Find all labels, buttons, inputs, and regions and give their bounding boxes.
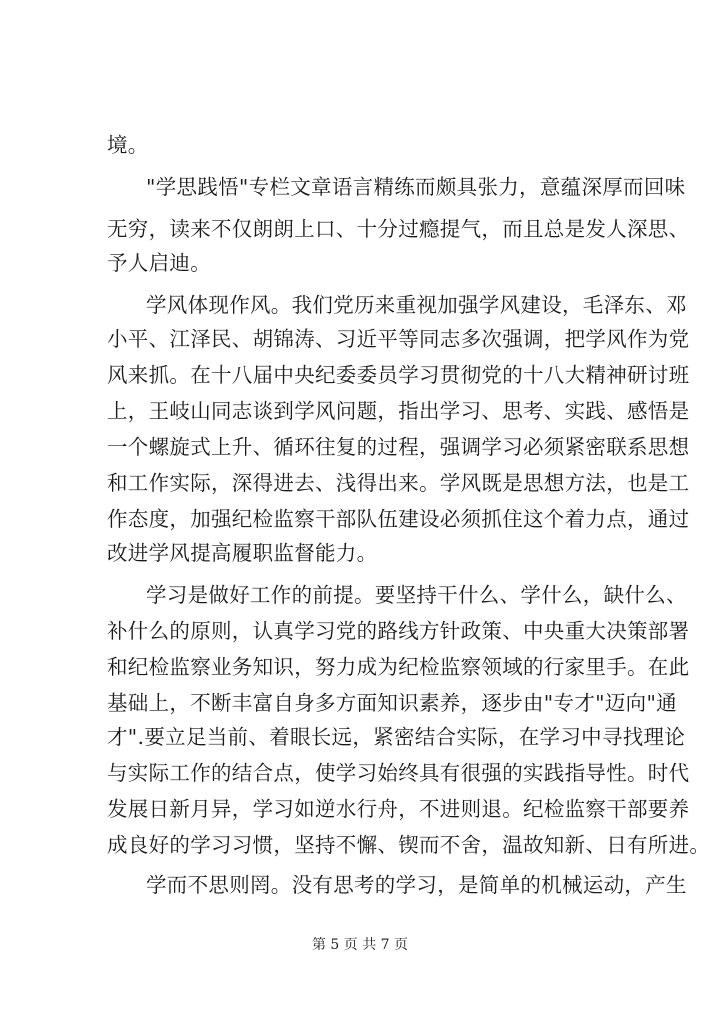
text-line: 境。 <box>107 133 149 157</box>
text-line: 补什么的原则，认真学习党的路线方针政策、中央重大决策部署 <box>107 619 690 643</box>
text-line: 基础上，不断丰富自身多方面知识素养，逐步由"专才"迈向"通 <box>107 691 677 715</box>
text-line: 无穷，读来不仅朗朗上口、十分过瘾提气，而且总是发人深思、 <box>107 217 690 241</box>
page-number: 第 5 页 共 7 页 <box>311 937 409 953</box>
text-line: 学风体现作风。我们党历来重视加强学风建设，毛泽东、邓 <box>146 293 687 317</box>
text-line: "学思践悟"专栏文章语言精练而颇具张力，意蕴深厚而回味 <box>146 175 686 199</box>
text-line: 与实际工作的结合点，使学习始终具有很强的实践指导性。时代 <box>107 761 690 785</box>
text-line: 小平、江泽民、胡锦涛、习近平等同志多次强调，把学风作为党 <box>107 327 690 351</box>
text-line: 发展日新月异，学习如逆水行舟，不进则退。纪检监察干部要养 <box>107 797 690 821</box>
text-line: 和工作实际，深得进去、浅得出来。学风既是思想方法，也是工 <box>107 471 690 495</box>
text-line: 学而不思则罔。没有思考的学习，是简单的机械运动，产生 <box>146 873 687 897</box>
text-line: 才".要立足当前、着眼长远，紧密结合实际，在学习中寻找理论 <box>107 725 686 749</box>
text-line: 予人启迪。 <box>107 251 211 275</box>
text-line: 作态度，加强纪检监察干部队伍建设必须抓住这个着力点，通过 <box>107 507 690 531</box>
text-line: 学习是做好工作的前提。要坚持干什么、学什么，缺什么、 <box>146 583 687 607</box>
text-line: 风来抓。在十八届中央纪委委员学习贯彻党的十八大精神研讨班 <box>107 363 690 387</box>
text-line: 改进学风提高履职监督能力。 <box>107 541 378 565</box>
text-line: 一个螺旋式上升、循环往复的过程，强调学习必须紧密联系思想 <box>107 435 690 459</box>
text-line: 成良好的学习习惯，坚持不懈、锲而不舍，温故知新、日有所进。 <box>107 833 711 857</box>
text-line: 上，王岐山同志谈到学风问题，指出学习、思考、实践、感悟是 <box>107 399 690 423</box>
text-line: 和纪检监察业务知识，努力成为纪检监察领域的行家里手。在此 <box>107 655 690 679</box>
